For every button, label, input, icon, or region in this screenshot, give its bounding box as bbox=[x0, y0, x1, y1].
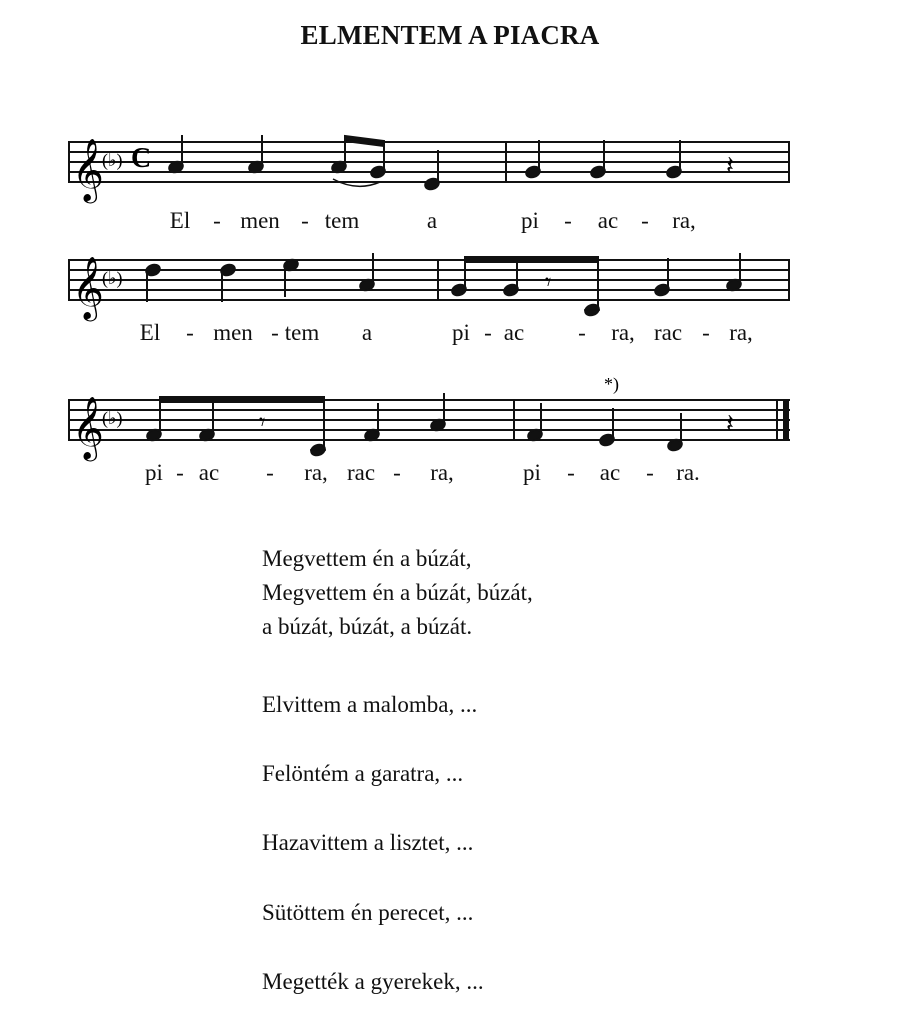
lyric-syllable: - bbox=[578, 320, 586, 345]
note bbox=[503, 260, 520, 297]
stanza-line: Sütöttem én perecet, ... bbox=[262, 900, 474, 925]
lyrics-line-3 bbox=[145, 460, 700, 485]
note bbox=[199, 400, 216, 442]
note bbox=[359, 253, 376, 292]
key-signature: (♭) bbox=[102, 408, 123, 428]
lyric-syllable: - bbox=[564, 208, 572, 233]
stanza-line: a búzát, búzát, a búzát. bbox=[262, 614, 473, 639]
note bbox=[667, 413, 684, 452]
lyrics-line-2 bbox=[140, 320, 753, 345]
note bbox=[654, 258, 671, 297]
note bbox=[145, 263, 162, 302]
lyric-syllable: tem bbox=[324, 208, 360, 233]
lyric-syllable: ra. bbox=[676, 460, 700, 485]
lyric-syllable: pi bbox=[452, 320, 470, 345]
lyric-syllable: a bbox=[426, 208, 438, 233]
lyric-syllable: ra, bbox=[304, 460, 328, 485]
lyric-syllable: tem bbox=[284, 320, 320, 345]
lyric-syllable: ac bbox=[198, 460, 220, 485]
stanza-line: Hazavittem a lisztet, ... bbox=[262, 830, 474, 855]
note bbox=[248, 135, 265, 174]
lyric-syllable: - bbox=[646, 460, 654, 485]
treble-clef-icon: 𝄞 bbox=[72, 258, 104, 318]
stanza-line: Elvittem a malomba, ... bbox=[262, 692, 478, 717]
note bbox=[525, 140, 542, 179]
lyric-syllable: - bbox=[186, 320, 194, 345]
lyric-syllable: - bbox=[266, 460, 274, 485]
lyric-syllable: rac bbox=[653, 320, 683, 345]
note bbox=[451, 260, 468, 297]
key-signature: (♭) bbox=[102, 150, 123, 170]
lyric-syllable: ra, bbox=[672, 208, 696, 233]
lyric-syllable: - bbox=[641, 208, 649, 233]
beam bbox=[465, 257, 598, 262]
music-staff-system-2 bbox=[0, 240, 900, 350]
lyric-syllable: - bbox=[484, 320, 492, 345]
note bbox=[370, 142, 387, 179]
note bbox=[310, 400, 327, 457]
note bbox=[283, 258, 300, 297]
lyric-syllable: ra, bbox=[430, 460, 454, 485]
footnote-mark: *) bbox=[604, 374, 619, 394]
lyric-syllable: pi bbox=[145, 460, 163, 485]
note bbox=[424, 150, 441, 191]
lyric-syllable: - bbox=[702, 320, 710, 345]
lyric-syllable: ac bbox=[503, 320, 525, 345]
lyric-syllable: ac bbox=[599, 460, 621, 485]
stanza-line: Felöntém a garatra, ... bbox=[262, 761, 464, 786]
lyric-syllable: - bbox=[271, 320, 279, 345]
note bbox=[364, 403, 381, 442]
stanza-5 bbox=[262, 896, 473, 930]
note bbox=[146, 400, 163, 442]
lyric-syllable: - bbox=[301, 208, 309, 233]
lyric-syllable: - bbox=[567, 460, 575, 485]
quarter-rest-icon: 𝄽 bbox=[726, 151, 734, 180]
stanza-2 bbox=[262, 688, 477, 722]
stanza-6 bbox=[262, 965, 484, 999]
lyric-syllable: - bbox=[213, 208, 221, 233]
note bbox=[527, 403, 544, 442]
music-staff-system-1 bbox=[0, 130, 900, 240]
stanza-line: Megvettem én a búzát, búzát, bbox=[262, 580, 533, 605]
lyric-syllable: El bbox=[169, 208, 191, 233]
beam bbox=[160, 397, 324, 402]
note bbox=[584, 260, 601, 317]
lyric-syllable: El bbox=[139, 320, 161, 345]
eighth-rest-icon: 𝄾 bbox=[259, 410, 266, 436]
lyric-syllable: pi bbox=[521, 208, 539, 233]
music-staff-system-3 bbox=[0, 368, 900, 500]
stanza-3 bbox=[262, 757, 463, 791]
lyric-syllable: rac bbox=[346, 460, 376, 485]
lyric-syllable: ac bbox=[597, 208, 619, 233]
lyric-syllable: pi bbox=[523, 460, 541, 485]
lyric-syllable: a bbox=[361, 320, 373, 345]
stanza-line: Megvettem én a búzát, bbox=[262, 546, 472, 571]
note bbox=[430, 393, 447, 432]
beam bbox=[345, 136, 384, 146]
lyric-syllable: ra, bbox=[611, 320, 635, 345]
stanza-1 bbox=[262, 542, 533, 644]
note bbox=[599, 408, 616, 447]
treble-clef-icon: 𝄞 bbox=[72, 140, 104, 200]
song-title: ELMENTEM A PIACRA bbox=[300, 20, 600, 50]
note bbox=[726, 253, 743, 292]
note bbox=[220, 263, 237, 302]
note bbox=[168, 135, 185, 174]
eighth-rest-icon: 𝄾 bbox=[545, 270, 552, 296]
key-signature: (♭) bbox=[102, 268, 123, 288]
lyric-syllable: men bbox=[213, 320, 253, 345]
lyric-syllable: ra, bbox=[729, 320, 753, 345]
lyrics-line-1 bbox=[170, 208, 696, 233]
quarter-rest-icon: 𝄽 bbox=[726, 409, 734, 438]
note bbox=[331, 138, 348, 174]
treble-clef-icon: 𝄞 bbox=[72, 398, 104, 458]
time-signature: C bbox=[131, 143, 152, 174]
lyric-syllable: men bbox=[240, 208, 280, 233]
stanza-line: Megették a gyerekek, ... bbox=[262, 969, 484, 994]
lyric-syllable: - bbox=[393, 460, 401, 485]
note bbox=[666, 140, 683, 179]
note bbox=[590, 140, 607, 179]
final-barline bbox=[783, 400, 789, 440]
lyric-syllable: - bbox=[176, 460, 184, 485]
stanza-4 bbox=[262, 826, 473, 860]
